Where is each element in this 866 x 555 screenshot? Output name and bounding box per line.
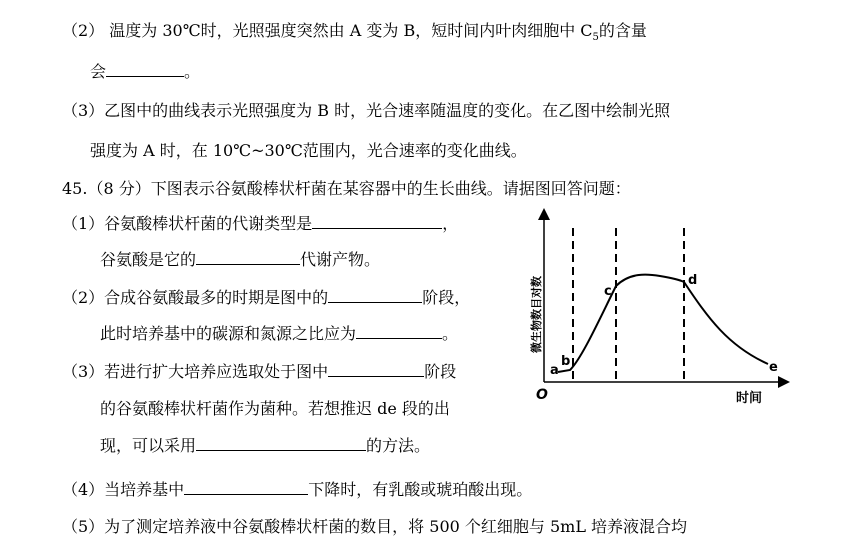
point-label-c: c	[604, 284, 612, 299]
answer-blank[interactable]	[184, 478, 308, 495]
origin-label: O	[536, 387, 548, 403]
q45-p1-a: （1）谷氨酸棒状杆菌的代谢类型是	[62, 214, 313, 233]
q3-sub-line1: （3）乙图中的曲线表示光照强度为 B 时，光合速率随温度的变化。在乙图中绘制光照	[62, 101, 671, 120]
y-axis-label: 微生物数目对数	[530, 276, 543, 353]
q2-sub-text-end: 的含量	[598, 21, 647, 40]
growth-curve	[558, 275, 768, 372]
q45-p5-line: （5）为了测定培养液中谷氨酸棒状杆菌的数目，将 500 个红细胞与 5mL 培养液混合均	[62, 517, 688, 536]
q2-sub-cont: 会	[90, 62, 107, 81]
q45-p3-a: （3）若进行扩大培养应选取处于图中	[62, 362, 329, 381]
q45-p1-line1	[62, 212, 458, 235]
q2-sub-text: 温度为 30℃时，光照强度突然由 A 变为 B，短时间内叶肉细胞中 C	[109, 21, 593, 40]
q2-sub-end: 。	[184, 62, 201, 81]
q45-p1-b: ，	[442, 214, 459, 233]
q2-sub-line2	[90, 60, 200, 83]
q45-p1-line2	[100, 248, 380, 271]
q45-p3-d: 现，可以采用	[100, 436, 197, 455]
point-label-d: d	[688, 273, 698, 288]
q45-p2-line2	[100, 322, 458, 345]
q45-p2-a: （2）合成谷氨酸最多的时期是图中的	[62, 288, 329, 307]
q45-p4-b: 下降时，有乳酸或琥珀酸出现。	[308, 480, 533, 499]
point-label-a: a	[550, 363, 559, 378]
point-label-e: e	[769, 360, 778, 375]
q45-p4-line	[62, 478, 532, 501]
answer-blank[interactable]	[106, 60, 184, 77]
q45-p1-d: 代谢产物。	[300, 250, 381, 269]
q45-p3-e: 的方法。	[366, 436, 431, 455]
x-axis-label: 时间	[736, 391, 763, 406]
growth-curve-graph	[520, 208, 790, 408]
q45-p2-line1	[62, 286, 470, 309]
q45-p1-c: 谷氨酸是它的	[100, 250, 197, 269]
q45-p3-b: 阶段	[424, 362, 457, 381]
q45-p2-c: 此时培养基中的碳源和氮源之比应为	[100, 324, 357, 343]
answer-blank[interactable]	[328, 360, 424, 377]
q45-p4-a: （4）当培养基中	[62, 480, 185, 499]
q45-p2-d: 。	[442, 324, 459, 343]
answer-blank[interactable]	[312, 212, 442, 229]
q45-p3-line1	[62, 360, 456, 383]
q45-p2-b: 阶段，	[422, 288, 471, 307]
answer-blank[interactable]	[356, 322, 442, 339]
q45-p3-line2: 的谷氨酸棒状杆菌作为菌种。若想推迟 de 段的出	[100, 399, 450, 418]
q2-sub-line1	[62, 20, 647, 49]
q3-sub-line2: 强度为 A 时，在 10℃~30℃范围内，光合速率的变化曲线。	[90, 141, 527, 160]
q45-header: 45.（8 分）下图表示谷氨酸棒状杆菌在某容器中的生长曲线。请据图回答问题：	[62, 179, 631, 198]
answer-blank[interactable]	[196, 434, 366, 451]
q2-sub-number: （2）	[62, 21, 105, 40]
point-label-b: b	[561, 354, 571, 369]
answer-blank[interactable]	[328, 286, 422, 303]
q45-p3-line3	[100, 434, 430, 457]
q2-sub-subscript: 5	[592, 32, 599, 44]
answer-blank[interactable]	[196, 248, 300, 265]
